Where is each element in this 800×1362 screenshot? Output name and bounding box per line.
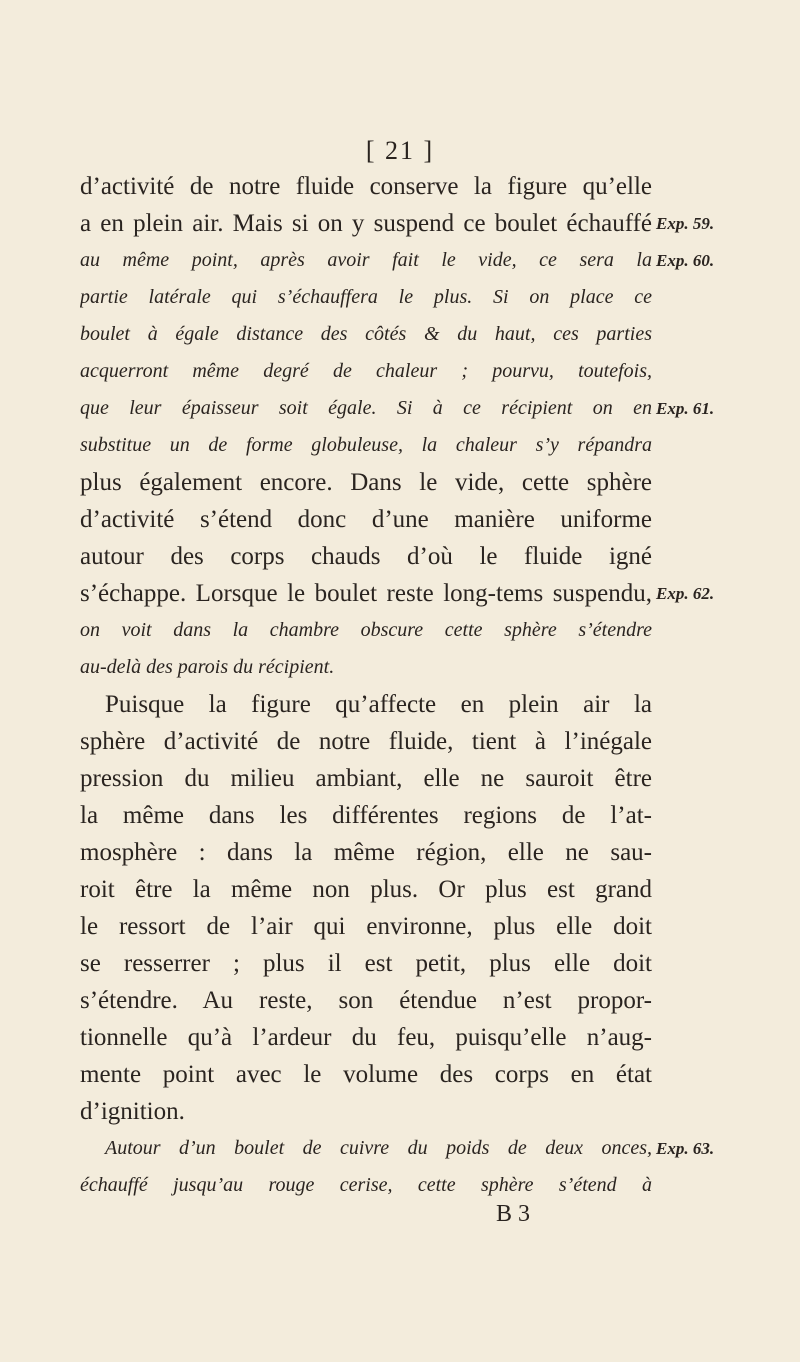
text-line: s’étendre. Au reste, son étendue n’est propor-: [80, 987, 652, 1014]
text-line: partie latérale qui s’échauffera le plus. Si on place ce: [80, 286, 652, 308]
text-line: roit être la même non plus. Or plus est grand: [80, 876, 652, 903]
text-line: acquerront même degré de chaleur ; pourvu, toutefois,: [80, 360, 652, 382]
text-line: Autour d’un boulet de cuivre du poids de deux onces,: [105, 1137, 652, 1159]
margin-note: Exp. 60.: [656, 251, 715, 270]
text-line: boulet à égale distance des côtés & du haut, ces parties: [80, 323, 652, 345]
signature-mark: B 3: [496, 1201, 531, 1227]
text-line: d’ignition.: [80, 1098, 185, 1125]
margin-note: Exp. 63.: [656, 1139, 715, 1158]
text-line: au même point, après avoir fait le vide, ce sera la: [80, 249, 652, 271]
margin-note: Exp. 61.: [656, 399, 715, 418]
text-line: au-delà des parois du récipient.: [80, 656, 335, 678]
text-line: a en plein air. Mais si on y suspend ce boulet échauffé: [80, 210, 652, 237]
text-line: d’activité de notre fluide conserve la figure qu’elle: [80, 173, 652, 200]
text-line: d’activité s’étend donc d’une manière uniforme: [80, 506, 652, 533]
text-line: sphère d’activité de notre fluide, tient à l’inégale: [80, 728, 652, 755]
text-line: le ressort de l’air qui environne, plus elle doit: [80, 913, 652, 940]
text-line: plus également encore. Dans le vide, cette sphère: [80, 469, 652, 496]
text-line: tionnelle qu’à l’ardeur du feu, puisqu’elle n’aug-: [80, 1024, 652, 1051]
text-line: autour des corps chauds d’où le fluide igné: [80, 543, 652, 570]
margin-note: Exp. 62.: [656, 584, 715, 603]
text-line: Puisque la figure qu’affecte en plein air la: [105, 691, 652, 718]
text-line: mosphère : dans la même région, elle ne sau-: [80, 839, 652, 866]
text-line: se resserrer ; plus il est petit, plus elle doit: [80, 950, 652, 977]
text-line: s’échappe. Lorsque le boulet reste long-tems suspendu,: [80, 580, 652, 607]
text-line: que leur épaisseur soit égale. Si à ce récipient on en: [80, 397, 652, 419]
text-line: on voit dans la chambre obscure cette sphère s’étendre: [80, 619, 652, 641]
page-number: [ 21 ]: [365, 136, 435, 165]
margin-note: Exp. 59.: [656, 214, 715, 233]
body-text: [80, 168, 652, 1204]
text-line: pression du milieu ambiant, elle ne sauroit être: [80, 765, 652, 792]
text-line: substitue un de forme globuleuse, la chaleur s’y répandra: [80, 434, 652, 456]
text-line: la même dans les différentes regions de l’at-: [80, 802, 652, 829]
text-line: mente point avec le volume des corps en état: [80, 1061, 652, 1088]
text-line: échauffé jusqu’au rouge cerise, cette sphère s’étend à: [80, 1174, 652, 1196]
